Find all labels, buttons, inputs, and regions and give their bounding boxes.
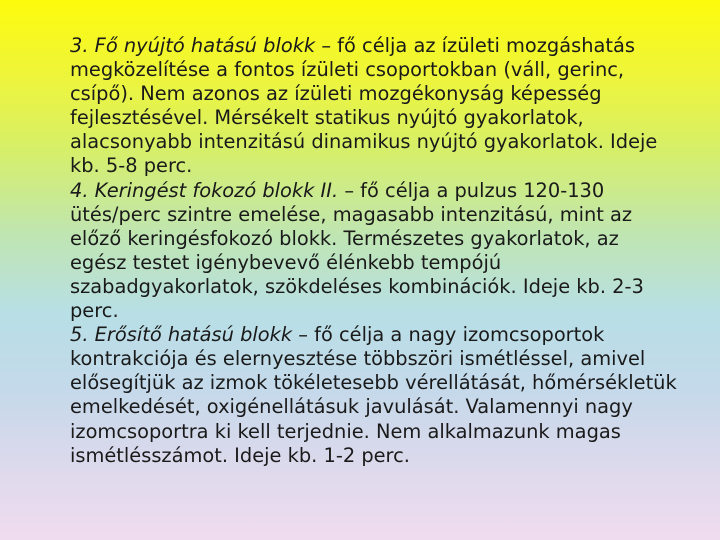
slide-text-content xyxy=(70,34,680,468)
block-4-heading: 4. Keringést fokozó blokk II. xyxy=(70,178,339,202)
block-3-heading: 3. Fő nyújtó hatású blokk xyxy=(70,34,316,57)
block-3-paragraph xyxy=(70,34,680,179)
block-5-body: – fő célja a nagy izomcsoportok kontrakciója és elernyesztése többszöri ismétléssel, amivel elősegítjük az izmok tökéletesebb vérellátását, hőmérsékletük emelkedését, oxigénellátásuk javulását. Valamennyi nagy izomcsoportra ki kell terjednie. Nem alkalmazunk magas ismétlésszámot. Ideje kb. 1-2 perc. xyxy=(70,323,677,467)
block-5-paragraph xyxy=(70,323,680,468)
block-5-heading: 5. Erősítő hatású blokk xyxy=(70,323,293,347)
block-4-body: – fő célja a pulzus 120-130 ütés/perc szintre emelése, magasabb intenzitású, mint az előző keringésfokozó blokk. Természetes gyakorlatok, az egész testet igénybevevő élénkebb tempójú szabadgyakorlatok, szökdeléses kombinációk. Ideje kb. 2-3 perc. xyxy=(70,178,644,323)
block-3-body: – fő célja az ízületi mozgáshatás megközelítése a fontos ízületi csoportokban (váll, gerinc, csípő). Nem azonos az ízületi mozgékonyság képesség fejlesztésével. Mérsékelt statikus nyújtó gyakorlatok, alacsonyabb intenzitású dinamikus nyújtó gyakorlatok. Ideje kb. 5-8 perc. xyxy=(70,34,658,178)
block-4-paragraph xyxy=(70,179,680,324)
